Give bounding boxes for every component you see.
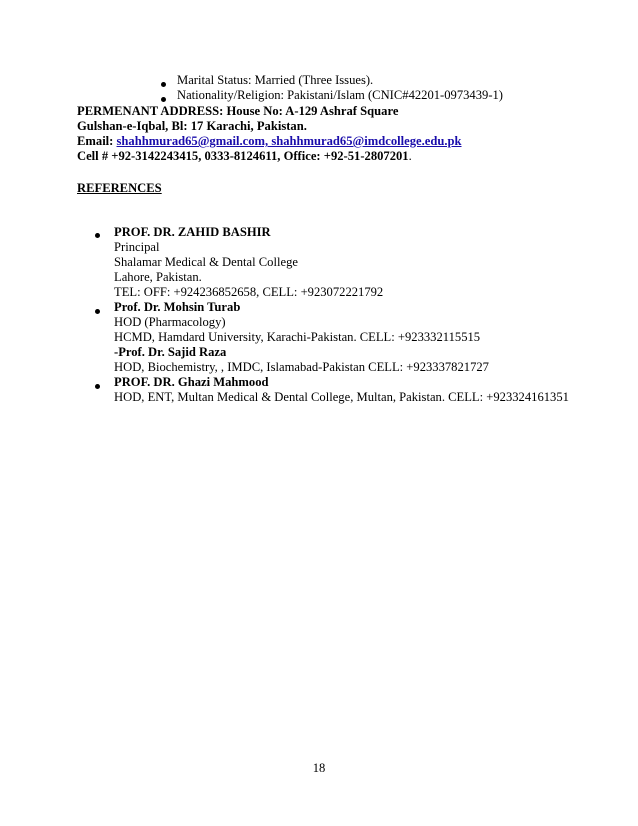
permanent-address-line1: PERMENANT ADDRESS: House No: A-129 Ashraf Square <box>77 104 399 118</box>
nationality-religion: Nationality/Religion: Pakistani/Islam (CNIC#42201-0973439-1) <box>177 88 504 102</box>
email-link[interactable]: shahhmurad65@gmail.com, shahhmurad65@imdcollege.edu.pk <box>116 134 462 148</box>
reference-name: Prof. Dr. Mohsin Turab <box>114 300 241 314</box>
bullet-icon <box>95 309 100 314</box>
bullet-icon <box>161 82 166 87</box>
reference-line: Lahore, Pakistan. <box>114 270 202 284</box>
marital-status: Marital Status: Married (Three Issues). <box>177 73 374 87</box>
cell-trailing: . <box>408 149 412 163</box>
references-heading: REFERENCES <box>77 181 162 195</box>
email-row <box>77 134 462 149</box>
reference-name: PROF. DR. Ghazi Mahmood <box>114 375 269 389</box>
cell-row <box>77 149 412 164</box>
bullet-icon <box>95 384 100 389</box>
bullet-icon <box>95 233 100 238</box>
email-label: Email: <box>77 134 117 148</box>
cell-numbers: Cell # +92-3142243415, 0333-8124611, Office: +92-51-2807201 <box>77 149 409 163</box>
reference-line: Principal <box>114 240 160 254</box>
permanent-address-line2: Gulshan-e-Iqbal, Bl: 17 Karachi, Pakistan. <box>77 119 307 133</box>
reference-line: HCMD, Hamdard University, Karachi-Pakistan. CELL: +923332115515 <box>114 330 481 344</box>
reference-line: Shalamar Medical & Dental College <box>114 255 298 269</box>
reference-name: PROF. DR. ZAHID BASHIR <box>114 225 271 239</box>
bullet-icon <box>161 97 166 102</box>
page-number: 18 <box>312 761 326 775</box>
reference-sub-name: -Prof. Dr. Sajid Raza <box>114 345 227 359</box>
reference-line: HOD (Pharmacology) <box>114 315 226 329</box>
reference-line: TEL: OFF: +924236852658, CELL: +923072221792 <box>114 285 384 299</box>
reference-line: HOD, Biochemistry, , IMDC, Islamabad-Pakistan CELL: +923337821727 <box>114 360 489 374</box>
reference-line: HOD, ENT, Multan Medical & Dental College, Multan, Pakistan. CELL: +923324161351 <box>114 390 569 404</box>
